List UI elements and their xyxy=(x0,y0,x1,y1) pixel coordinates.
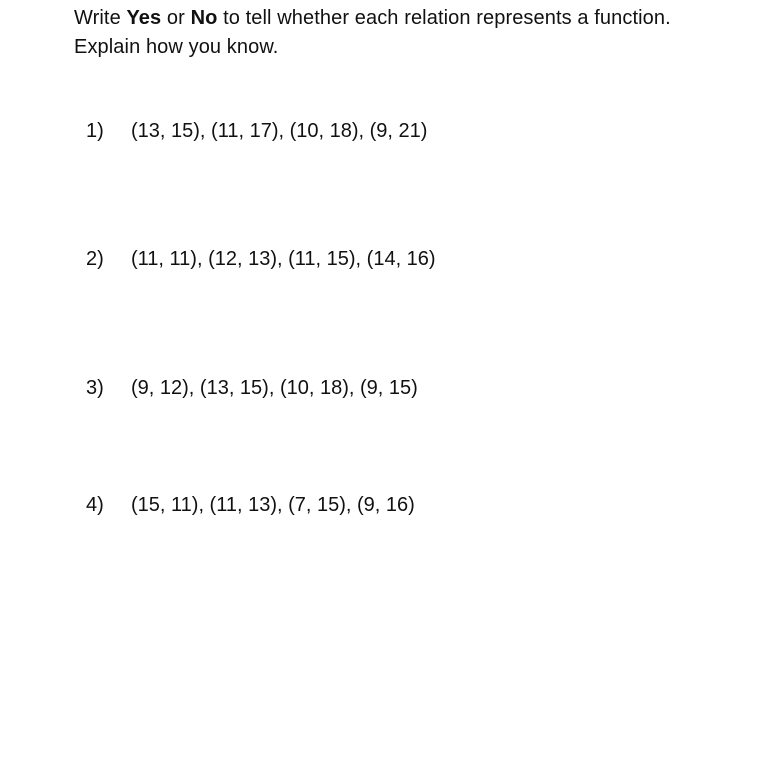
instructions-part-2: or xyxy=(161,7,191,29)
problem-relation: (15, 11), (11, 13), (7, 15), (9, 16) xyxy=(131,494,415,516)
problem-relation: (11, 11), (12, 13), (11, 15), (14, 16) xyxy=(131,248,436,270)
problem-number: 4) xyxy=(86,494,104,516)
instructions-text xyxy=(74,4,674,62)
instructions-part-1: Write xyxy=(74,7,127,29)
problem-relation: (9, 12), (13, 15), (10, 18), (9, 15) xyxy=(131,377,418,399)
problem-number: 3) xyxy=(86,377,104,399)
instructions-bold-yes: Yes xyxy=(126,7,162,29)
problem-number: 2) xyxy=(86,248,104,270)
problem-4 xyxy=(86,491,415,519)
instructions-bold-no: No xyxy=(190,7,218,29)
problem-relation: (13, 15), (11, 17), (10, 18), (9, 21) xyxy=(131,120,428,142)
problem-2 xyxy=(86,245,436,273)
instructions-part-3: to tell whether each relation represents a function. Explain how you know. xyxy=(74,7,671,58)
problem-number: 1) xyxy=(86,120,104,142)
problem-1 xyxy=(86,117,427,145)
problem-3 xyxy=(86,374,418,402)
